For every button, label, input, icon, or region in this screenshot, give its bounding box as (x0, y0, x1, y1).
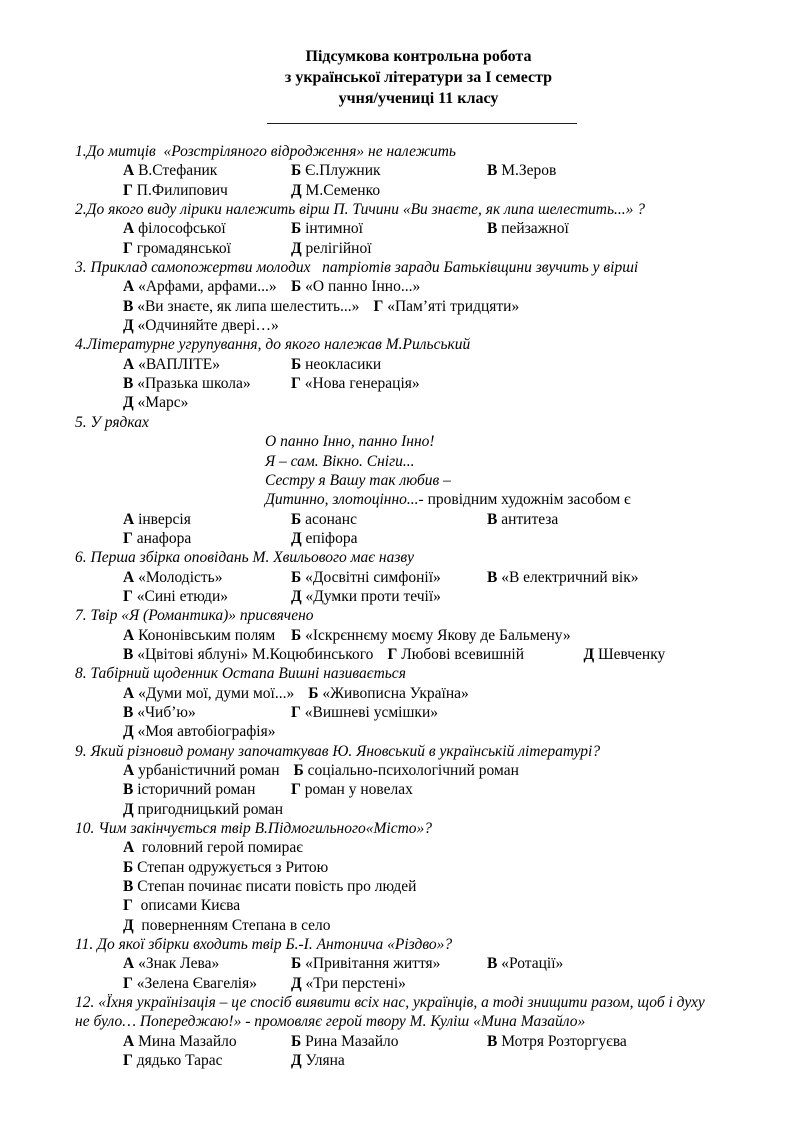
document-title-line-3: учня/учениці 11 класу (338, 90, 499, 107)
option-text: «Думки проти течії» (305, 587, 441, 605)
option-text: пригодницький роман (137, 800, 284, 818)
option-letter: Д (123, 800, 134, 818)
options-row (75, 645, 722, 664)
option-letter: Д (123, 317, 134, 335)
option-a (123, 761, 294, 780)
option-letter: Д (291, 529, 302, 547)
question-text: 5. У рядках (75, 413, 149, 431)
option-a (123, 510, 291, 529)
option-v (487, 954, 577, 973)
option-letter: В (123, 645, 134, 663)
option-letter: А (123, 1032, 135, 1050)
poem-line-3 (265, 471, 722, 490)
question-text: 7. Твір «Я (Романтика)» присвячено (75, 607, 314, 625)
option-text: «Привітання життя» (305, 955, 441, 973)
option-text: «Чиб’ю» (137, 703, 196, 721)
option-a (123, 780, 291, 799)
option-text: Кононівським полям (138, 626, 276, 644)
option-text: «Цвітові яблуні» М.Коцюбинського (137, 645, 374, 663)
poem-line-text: Дитинно, злотоцінно...- (265, 491, 424, 509)
option-text: Степан одружується з Ритою (137, 858, 329, 876)
option-text: «Пам’яті тридцяти» (387, 297, 520, 315)
option-letter: А (123, 684, 135, 702)
options-row (75, 181, 722, 200)
option-b (291, 529, 487, 548)
option-text: «Іскрєннєму моєму Якову де Бальмену» (305, 626, 571, 644)
option-a (123, 568, 291, 587)
option-a (123, 181, 291, 200)
option-letter: Б (291, 278, 302, 296)
option-a (123, 954, 291, 973)
option-text: «Арфами, арфами...» (138, 278, 277, 296)
option-letter: Д (291, 1052, 302, 1070)
option-letter: А (123, 762, 135, 779)
option-text: «Думи мої, думи мої...» (138, 684, 295, 702)
question-text: 11. До якої збірки входить твір Б.-І. Антонича «Різдво»? (75, 936, 453, 954)
option-b (291, 374, 487, 393)
option-text: П.Филипович (136, 181, 228, 199)
options-row (75, 800, 722, 819)
question-11 (75, 935, 722, 993)
option-letter: А (123, 955, 135, 973)
option-a (123, 316, 293, 335)
options-row (75, 761, 722, 780)
option-text: головний герой помирає (138, 839, 303, 857)
option-a (123, 297, 373, 316)
options-row (75, 587, 722, 606)
option-b (291, 355, 487, 374)
options-row (75, 1051, 722, 1070)
option-letter: Д (123, 916, 134, 934)
option-v (583, 645, 679, 664)
options-row (75, 896, 722, 915)
question-2 (75, 200, 722, 258)
question-7 (75, 606, 722, 664)
option-text: «Моя автобіографія» (137, 723, 276, 741)
option-letter: Б (123, 858, 134, 876)
option-text: «Марс» (137, 394, 189, 412)
poem-line-text: О панно Інно, панно Інно! (265, 433, 435, 451)
option-text: анафора (136, 529, 192, 547)
option-letter: Г (373, 297, 384, 315)
option-letter: Б (291, 220, 302, 238)
option-a (123, 239, 291, 258)
option-letter: Б (291, 626, 302, 644)
option-text: Шевченку (597, 645, 666, 663)
option-v (487, 1032, 641, 1051)
option-text: «Зелена Євагелія» (136, 974, 257, 992)
option-a (123, 722, 291, 741)
option-a (123, 626, 291, 645)
option-a (123, 161, 291, 180)
options-row (75, 954, 722, 973)
options-row (75, 239, 722, 258)
options-row (75, 510, 722, 529)
options-row (75, 858, 722, 877)
options-row (75, 297, 722, 316)
option-letter: Д (123, 394, 134, 412)
option-b (291, 974, 487, 993)
option-b (291, 780, 487, 799)
option-b (291, 587, 487, 606)
question-text: 4.Літературне угрупування, до якого належав М.Рильський (75, 336, 471, 354)
option-letter: В (487, 162, 498, 180)
option-letter: Д (123, 723, 134, 741)
option-a (123, 877, 430, 896)
option-letter: А (123, 278, 135, 296)
option-text: роман у новелах (304, 781, 413, 799)
option-letter: Г (123, 239, 133, 257)
options-row (75, 722, 722, 741)
poem-line-2 (265, 452, 722, 471)
options-row (75, 219, 722, 238)
option-letter: А (123, 355, 135, 373)
option-b (291, 568, 487, 587)
poem-line-text: Сестру я Вашу так любив – (265, 471, 451, 489)
document-title (75, 46, 722, 109)
option-text: «ВАПЛІТЕ» (138, 355, 220, 373)
question-1 (75, 142, 722, 200)
option-b (373, 297, 569, 316)
option-text: громадянської (136, 239, 231, 257)
option-letter: Б (291, 510, 302, 528)
option-letter: А (123, 220, 135, 238)
option-v (487, 510, 572, 529)
option-text: Степан починає писати повість про людей (137, 878, 417, 896)
option-letter: Д (291, 181, 302, 199)
option-letter: Б (293, 762, 304, 779)
option-letter: А (123, 568, 135, 586)
option-text: «Ротації» (501, 955, 564, 973)
option-letter: В (123, 878, 134, 896)
option-text: антитеза (501, 510, 559, 528)
option-letter: Д (291, 239, 302, 257)
question-text: 1.До митців «Розстріляного відродження» не належить (75, 143, 456, 160)
option-text: епіфора (305, 529, 358, 547)
option-text: поверненням Степана в село (137, 916, 331, 934)
options-row (75, 703, 722, 722)
option-letter: Г (123, 587, 133, 605)
option-letter: А (123, 626, 135, 644)
option-text: інтимної (305, 220, 363, 238)
option-text: соціально-психологічний роман (307, 762, 519, 779)
options-row (75, 626, 722, 645)
option-text: релігійної (305, 239, 372, 257)
option-a (123, 800, 297, 819)
question-5 (75, 413, 722, 548)
question-text: 8. Табірний щоденник Остапа Вишні називається (75, 665, 406, 683)
option-letter: В (123, 375, 134, 393)
option-letter: А (123, 162, 135, 180)
options-row (75, 877, 722, 896)
option-text: «Сині етюди» (136, 587, 228, 605)
option-letter: Г (291, 375, 301, 393)
option-v (487, 219, 583, 238)
option-text: пейзажної (501, 220, 569, 238)
question-3 (75, 258, 722, 335)
option-text: «Досвітні симфонії» (305, 568, 441, 586)
question-8 (75, 664, 722, 741)
option-b (291, 277, 487, 296)
option-text: філософської (138, 220, 226, 238)
option-text: «Живописна Україна» (322, 684, 469, 702)
option-a (123, 355, 291, 374)
poem-block (265, 432, 722, 509)
question-text: 12. «Їхня українізація – це спосіб виявити всіх нас, українців, а тоді знищити разом, щоб і духу не було… Попереджаю!» - промовляє герой твору М. Куліш «Мина Мазайло» (75, 994, 709, 1031)
option-letter: В (487, 955, 498, 973)
option-b (294, 761, 533, 780)
option-b (291, 219, 487, 238)
option-a (123, 1032, 291, 1051)
option-text: «Знак Лева» (138, 955, 220, 973)
option-text: «Празька школа» (137, 375, 251, 393)
options-row (75, 161, 722, 180)
question-text: 2.До якого виду лірики належить вірш П. Тичини «Ви знаєте, як липа шелестить...» ? (75, 201, 646, 219)
option-text: «О панно Інно...» (305, 278, 421, 296)
option-v (487, 161, 570, 180)
option-a (123, 684, 308, 703)
option-text: описами Києва (136, 897, 241, 915)
option-letter: В (487, 220, 498, 238)
option-letter: Б (291, 162, 302, 180)
option-letter: Б (308, 684, 319, 702)
option-text: асонанс (305, 510, 357, 528)
options-row (75, 277, 722, 296)
question-4 (75, 335, 722, 412)
option-letter: В (487, 568, 498, 586)
poem-tail-text: провідним художнім засобом є (423, 491, 631, 509)
option-a (123, 916, 345, 935)
options-row (75, 684, 722, 703)
option-b (387, 645, 583, 664)
option-a (123, 219, 291, 238)
options-row (75, 393, 722, 412)
option-text: Мотря Розторгуєва (501, 1032, 627, 1050)
option-a (123, 529, 291, 548)
option-letter: А (123, 839, 135, 857)
option-b (291, 626, 585, 645)
option-letter: Д (291, 974, 302, 992)
option-b (291, 954, 487, 973)
option-text: неокласики (305, 355, 382, 373)
question-12 (75, 993, 722, 1070)
options-row (75, 1032, 722, 1051)
option-text: урбаністичний роман (138, 762, 280, 779)
option-text: М.Зеров (501, 162, 557, 180)
option-text: «Молодість» (138, 568, 223, 586)
option-text: «Три перстені» (305, 974, 406, 992)
option-letter: Г (291, 703, 301, 721)
option-text: Є.Плужник (305, 162, 381, 180)
question-text: 3. Приклад самопожертви молодих патріотів заради Батьківщини звучить у вірші (75, 259, 639, 277)
options-row (75, 316, 722, 335)
poem-line-1 (265, 432, 722, 451)
student-name-underline (267, 109, 577, 124)
option-text: Уляна (305, 1052, 345, 1070)
question-10 (75, 819, 722, 935)
option-a (123, 1051, 291, 1070)
question-6 (75, 548, 722, 606)
option-a (123, 838, 317, 857)
document-title-line-2: з української літератури за І семестр (284, 69, 553, 86)
options-row (75, 529, 722, 548)
option-v (487, 568, 652, 587)
option-b (308, 684, 504, 703)
option-text: «Вишневі усмішки» (304, 703, 438, 721)
poem-line-4 (265, 490, 722, 509)
question-text: 6. Перша збірка оповідань М. Хвильового має назву (75, 549, 415, 567)
option-letter: В (123, 781, 134, 799)
options-row (75, 780, 722, 799)
option-letter: В (123, 703, 134, 721)
options-row (75, 374, 722, 393)
option-text: В.Стефаник (138, 162, 218, 180)
option-a (123, 974, 291, 993)
options-row (75, 974, 722, 993)
option-a (123, 277, 291, 296)
option-a (123, 896, 291, 915)
option-text: «Ви знаєте, як липа шелестить...» (137, 297, 360, 315)
option-letter: Г (123, 897, 133, 915)
option-text: історичний роман (137, 781, 256, 799)
option-text: інверсія (138, 510, 191, 528)
option-b (291, 510, 487, 529)
options-row (75, 916, 722, 935)
option-letter: В (123, 297, 134, 315)
option-a (123, 858, 342, 877)
option-text: М.Семенко (305, 181, 381, 199)
option-a (123, 645, 387, 664)
option-letter: Г (123, 1052, 133, 1070)
option-text: «В електричний вік» (501, 568, 639, 586)
option-a (123, 374, 291, 393)
question-text: 10. Чим закінчується твір В.Підмогильного«Місто»? (75, 820, 433, 838)
option-b (291, 1051, 487, 1070)
option-text: «Нова генерація» (304, 375, 420, 393)
option-letter: Г (123, 974, 133, 992)
option-letter: Б (291, 1032, 302, 1050)
option-letter: Г (291, 781, 301, 799)
option-a (123, 393, 291, 412)
option-b (291, 181, 487, 200)
question-9 (75, 742, 722, 819)
option-text: «Одчиняйте двері…» (137, 317, 279, 335)
option-letter: А (123, 510, 135, 528)
option-a (123, 587, 291, 606)
option-letter: Д (583, 645, 595, 663)
option-letter: Б (291, 355, 302, 373)
option-b (291, 161, 487, 180)
option-text: дядько Тарас (136, 1052, 223, 1070)
option-b (291, 239, 487, 258)
poem-line-text: Я – сам. Вікно. Сніги... (265, 452, 415, 470)
options-row (75, 355, 722, 374)
options-row (75, 838, 722, 857)
option-letter: Г (123, 529, 133, 547)
option-letter: Г (387, 645, 398, 663)
options-row (75, 568, 722, 587)
option-text: Рина Мазайло (305, 1032, 399, 1050)
option-letter: Г (123, 181, 133, 199)
option-a (123, 703, 291, 722)
option-letter: Б (291, 568, 302, 586)
option-letter: Д (291, 587, 302, 605)
option-letter: Б (291, 955, 302, 973)
document-title-line-1: Підсумкова контрольна робота (305, 48, 532, 65)
question-text: 9. Який різновид роману започаткував Ю. Яновський в українській літературі? (75, 742, 601, 760)
option-letter: В (487, 510, 498, 528)
option-b (291, 1032, 487, 1051)
option-letter: В (487, 1032, 498, 1050)
option-text: Любові всевишній (401, 645, 525, 663)
option-b (291, 703, 487, 722)
questions-list (75, 142, 722, 1071)
option-text: Мина Мазайло (138, 1032, 237, 1050)
